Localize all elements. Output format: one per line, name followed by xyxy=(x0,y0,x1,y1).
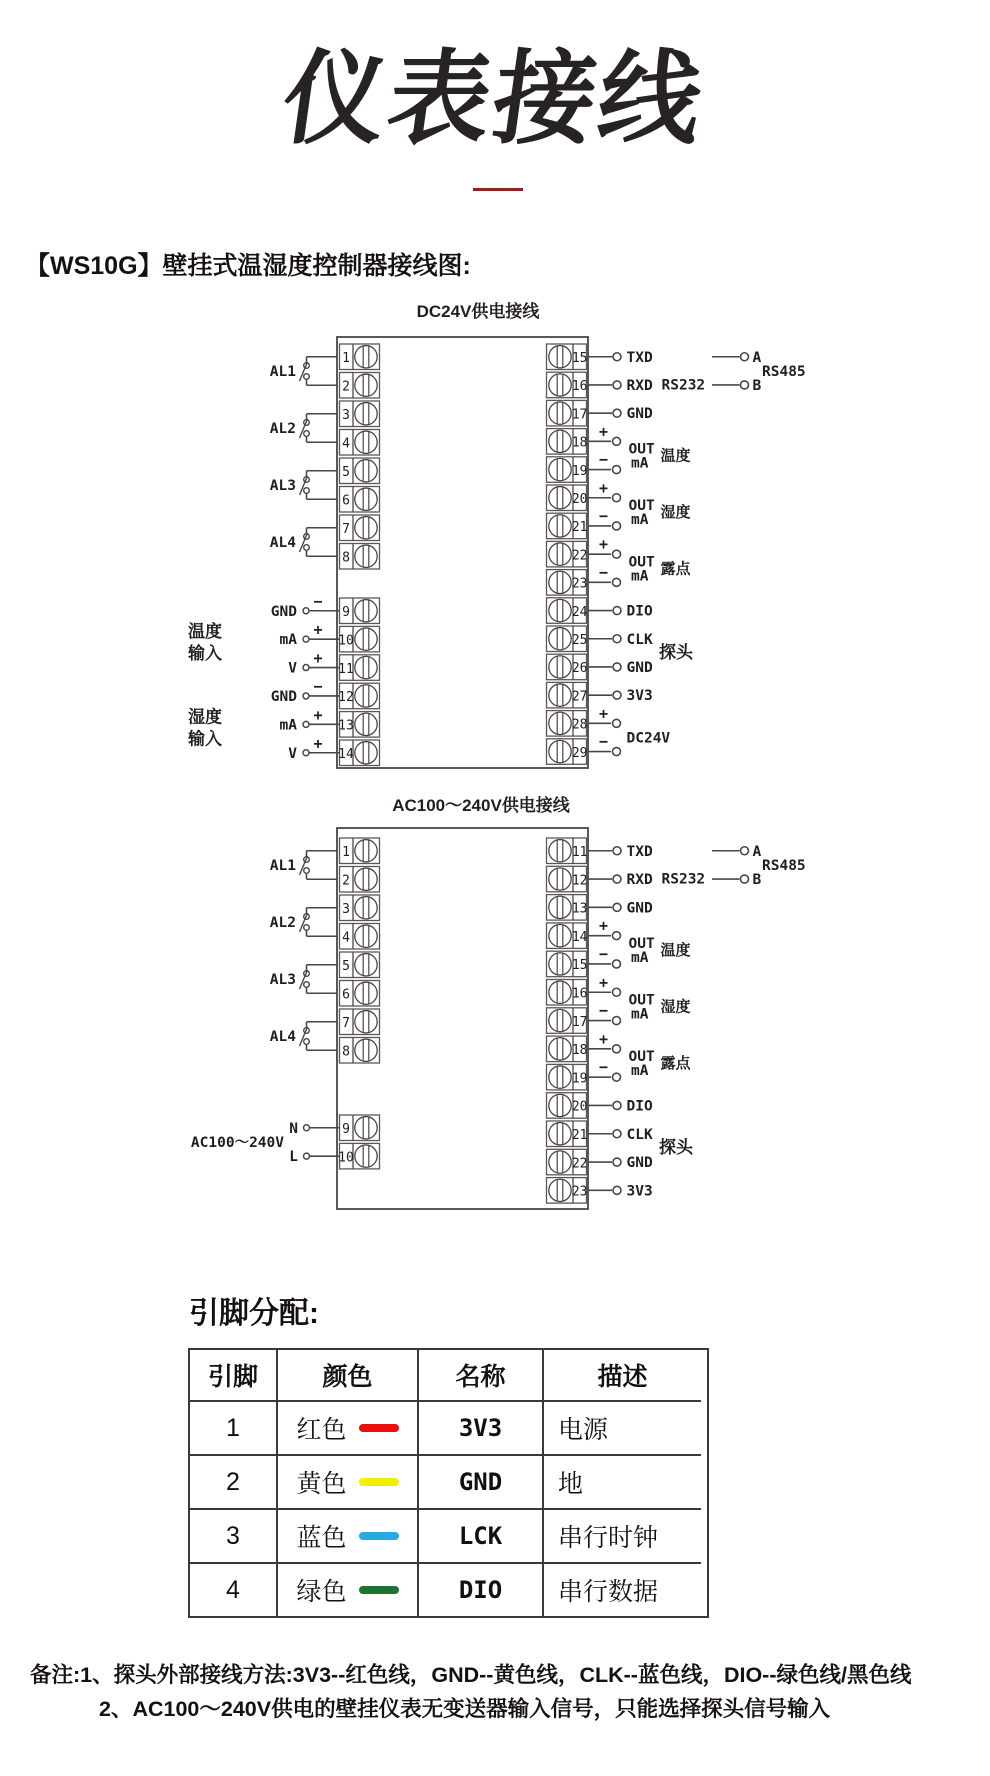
terminal-pin-13 xyxy=(547,895,588,921)
signal-name-cell: LCK xyxy=(419,1510,544,1564)
diagram-ac100-240v xyxy=(191,795,806,1209)
terminal-pin-6 xyxy=(340,981,380,1007)
color-swatch xyxy=(359,1532,399,1540)
svg-text:5: 5 xyxy=(342,959,350,974)
pin-number-cell: 4 xyxy=(190,1564,278,1616)
svg-text:15: 15 xyxy=(571,351,588,366)
input-row-10 xyxy=(280,621,380,652)
terminal-pin-19 xyxy=(547,457,588,483)
terminal-pin-3 xyxy=(340,895,380,921)
svg-text:22: 22 xyxy=(571,1156,588,1172)
input-group-label xyxy=(187,621,222,663)
terminal-pin-15 xyxy=(547,951,588,977)
svg-text:−: − xyxy=(313,677,323,696)
signal-desc-cell: 地 xyxy=(544,1456,701,1510)
terminal-pin-19 xyxy=(547,1064,588,1090)
svg-text:9: 9 xyxy=(342,1122,350,1137)
svg-text:16: 16 xyxy=(571,379,588,395)
probe-label: 探头 xyxy=(659,642,693,662)
svg-text:+: + xyxy=(598,973,609,992)
signal-TXD-pin-11 xyxy=(588,844,653,860)
input-row-14 xyxy=(288,734,379,765)
dc-supply-group xyxy=(588,704,670,755)
svg-text:AL1: AL1 xyxy=(269,858,296,874)
signal-name-cell: DIO xyxy=(419,1564,544,1616)
svg-text:GND: GND xyxy=(626,406,653,423)
svg-text:29: 29 xyxy=(571,745,588,761)
pin-assignment-table xyxy=(188,1348,709,1618)
svg-text:10: 10 xyxy=(338,1150,354,1166)
terminal-pin-24 xyxy=(547,598,588,624)
svg-text:RXD: RXD xyxy=(626,377,653,394)
svg-text:11: 11 xyxy=(338,661,354,677)
svg-text:10: 10 xyxy=(338,633,354,649)
svg-text:B: B xyxy=(752,872,762,889)
svg-text:+: + xyxy=(313,734,323,753)
svg-text:8: 8 xyxy=(342,1044,350,1060)
svg-text:mA: mA xyxy=(631,511,649,528)
svg-text:+: + xyxy=(598,1029,609,1048)
svg-text:28: 28 xyxy=(571,717,588,733)
terminal-pin-18 xyxy=(547,1036,588,1062)
svg-text:A: A xyxy=(752,349,762,366)
terminal-pin-13 xyxy=(338,712,379,738)
svg-text:11: 11 xyxy=(571,845,588,860)
wire-color-cell xyxy=(278,1564,419,1616)
terminal-pin-12 xyxy=(338,683,379,709)
svg-text:DIO: DIO xyxy=(626,603,653,620)
terminal-pin-21 xyxy=(547,513,588,539)
svg-text:输入: 输入 xyxy=(188,644,222,664)
pin-table-header-1: 颜色 xyxy=(278,1350,419,1402)
svg-text:湿度: 湿度 xyxy=(188,707,222,727)
input-group-label xyxy=(187,706,222,748)
probe-label: 探头 xyxy=(659,1137,693,1157)
svg-text:−: − xyxy=(598,450,609,469)
input-row-9 xyxy=(271,592,380,623)
signal-RXD-pin-16 xyxy=(588,378,653,394)
svg-text:16: 16 xyxy=(571,986,588,1002)
terminal-pin-18 xyxy=(547,429,588,455)
input-row-12 xyxy=(271,677,380,708)
svg-text:9: 9 xyxy=(342,605,350,620)
svg-text:3V3: 3V3 xyxy=(626,688,653,705)
pin-table-header-0: 引脚 xyxy=(190,1350,278,1402)
svg-text:OUT: OUT xyxy=(628,1049,655,1065)
svg-text:+: + xyxy=(598,422,609,441)
color-name: 黄色 xyxy=(296,1470,347,1498)
terminal-pin-10 xyxy=(338,626,379,652)
svg-text:A: A xyxy=(752,843,762,860)
terminal-pin-4 xyxy=(340,924,380,950)
terminal-pin-1 xyxy=(340,838,380,864)
color-swatch xyxy=(359,1478,399,1486)
svg-text:13: 13 xyxy=(571,901,588,917)
terminal-pin-21 xyxy=(547,1121,588,1147)
terminal-pin-7 xyxy=(340,1009,380,1035)
terminal-pin-28 xyxy=(547,711,588,737)
terminal-pin-2 xyxy=(340,373,380,399)
svg-text:27: 27 xyxy=(571,689,588,705)
signal-TXD-pin-15 xyxy=(588,350,653,366)
svg-text:3: 3 xyxy=(342,408,350,423)
power-row-L xyxy=(289,1143,379,1169)
svg-text:−: − xyxy=(598,1001,609,1020)
terminal-pin-4 xyxy=(340,430,380,456)
svg-text:22: 22 xyxy=(571,548,588,564)
svg-text:+: + xyxy=(598,535,609,554)
alarm-switch-AL4 xyxy=(270,1009,380,1063)
signal-DIO-pin-20 xyxy=(588,1098,653,1114)
svg-text:OUT: OUT xyxy=(628,935,655,952)
svg-text:露点: 露点 xyxy=(660,560,691,578)
terminal-pin-14 xyxy=(547,923,588,949)
svg-text:−: − xyxy=(598,506,609,525)
svg-text:17: 17 xyxy=(571,1014,588,1030)
terminal-pin-6 xyxy=(340,487,380,513)
svg-text:TXD: TXD xyxy=(626,349,653,366)
signal-desc-cell: 电源 xyxy=(544,1402,701,1456)
signal-desc-cell: 串行时钟 xyxy=(544,1510,701,1564)
svg-text:mA: mA xyxy=(631,568,649,585)
color-name: 红色 xyxy=(296,1416,347,1444)
terminal-pin-26 xyxy=(547,654,588,680)
terminal-pin-1 xyxy=(340,344,380,370)
svg-text:−: − xyxy=(598,732,609,751)
svg-text:−: − xyxy=(313,592,323,611)
pin-table-header-2: 名称 xyxy=(419,1350,544,1402)
svg-text:RS485: RS485 xyxy=(762,857,806,874)
svg-text:3: 3 xyxy=(342,902,350,917)
svg-text:露点: 露点 xyxy=(660,1055,691,1072)
svg-text:1: 1 xyxy=(342,351,350,366)
svg-text:湿度: 湿度 xyxy=(660,998,691,1016)
diagram-title: AC100～240V供电接线 xyxy=(392,796,570,815)
svg-text:OUT: OUT xyxy=(628,497,655,514)
svg-text:温度: 温度 xyxy=(660,447,691,465)
svg-text:温度: 温度 xyxy=(188,622,222,642)
terminal-pin-8 xyxy=(340,544,380,570)
svg-text:湿度: 湿度 xyxy=(660,503,691,521)
svg-text:V: V xyxy=(288,745,297,762)
terminal-pin-9 xyxy=(340,1115,380,1141)
svg-text:mA: mA xyxy=(631,1063,649,1079)
note-line-2: 2、AC100～240V供电的壁挂仪表无变送器输入信号，只能选择探头信号输入 xyxy=(99,1697,831,1721)
svg-text:21: 21 xyxy=(571,1128,588,1143)
alarm-switch-AL2 xyxy=(270,895,380,949)
svg-text:mA: mA xyxy=(631,949,649,966)
svg-text:OUT: OUT xyxy=(628,554,655,571)
svg-text:AL1: AL1 xyxy=(269,364,296,380)
page-title: 仪表接线 xyxy=(275,42,712,156)
terminal-pin-15 xyxy=(547,344,588,370)
svg-text:+: + xyxy=(598,916,609,935)
svg-text:GND: GND xyxy=(626,1155,653,1172)
input-row-11 xyxy=(288,649,379,680)
svg-text:12: 12 xyxy=(338,690,354,706)
svg-text:CLK: CLK xyxy=(626,631,653,648)
pin-table-header-3: 描述 xyxy=(544,1350,701,1402)
color-swatch xyxy=(359,1424,399,1432)
terminal-pin-16 xyxy=(547,980,588,1006)
svg-text:GND: GND xyxy=(270,688,297,705)
svg-text:GND: GND xyxy=(270,603,297,620)
svg-text:+: + xyxy=(313,620,323,639)
wire-color-cell xyxy=(278,1510,419,1564)
note-line-1: 备注:1、探头外部接线方法:3V3--红色线，GND--黄色线，CLK--蓝色线，DIO--绿色线/黑色线 xyxy=(30,1663,912,1687)
rs485-group xyxy=(712,350,806,394)
out-group-露点 xyxy=(588,1030,692,1081)
terminal-pin-22 xyxy=(547,1149,588,1175)
svg-text:AL4: AL4 xyxy=(269,535,296,551)
signal-3V3-pin-27 xyxy=(588,688,653,704)
terminal-pin-17 xyxy=(547,1008,588,1034)
svg-text:24: 24 xyxy=(571,604,588,620)
svg-text:6: 6 xyxy=(342,987,350,1003)
color-name: 蓝色 xyxy=(296,1524,347,1552)
svg-text:温度: 温度 xyxy=(660,941,691,959)
svg-text:输入: 输入 xyxy=(188,729,222,749)
alarm-switch-AL2 xyxy=(270,401,380,455)
svg-text:−: − xyxy=(598,1058,609,1077)
signal-3V3-pin-23 xyxy=(588,1183,653,1199)
svg-text:20: 20 xyxy=(571,492,588,507)
terminal-pin-23 xyxy=(547,1178,588,1204)
terminal-pin-20 xyxy=(547,1093,588,1119)
color-name: 绿色 xyxy=(296,1578,347,1606)
out-group-温度 xyxy=(588,917,691,968)
svg-text:15: 15 xyxy=(571,958,588,974)
svg-text:TXD: TXD xyxy=(626,843,653,860)
signal-CLK-pin-25 xyxy=(588,632,653,648)
svg-text:12: 12 xyxy=(571,873,588,889)
svg-text:18: 18 xyxy=(571,435,588,451)
mains-voltage-label: AC100～240V xyxy=(190,1134,284,1151)
svg-text:1: 1 xyxy=(342,845,350,860)
pin-number-cell: 2 xyxy=(190,1456,278,1510)
svg-text:8: 8 xyxy=(342,550,350,566)
signal-GND-pin-26 xyxy=(588,660,653,676)
terminal-pin-16 xyxy=(547,372,588,398)
wire-color-cell xyxy=(278,1402,419,1456)
svg-text:23: 23 xyxy=(571,1184,588,1200)
terminal-pin-9 xyxy=(340,598,380,624)
power-row-N xyxy=(289,1115,379,1141)
rs485-group xyxy=(712,844,806,888)
alarm-switch-AL3 xyxy=(270,952,380,1006)
out-group-温度 xyxy=(588,422,691,473)
alarm-switch-AL1 xyxy=(270,344,380,398)
signal-GND-pin-13 xyxy=(588,900,653,916)
terminal-pin-23 xyxy=(547,570,588,596)
svg-text:AL2: AL2 xyxy=(269,915,296,931)
svg-text:21: 21 xyxy=(571,520,588,536)
svg-text:L: L xyxy=(289,1149,298,1166)
terminal-pin-12 xyxy=(547,866,588,892)
svg-text:AL3: AL3 xyxy=(269,478,296,494)
svg-text:5: 5 xyxy=(342,465,350,480)
alarm-switch-AL4 xyxy=(270,515,380,569)
svg-text:CLK: CLK xyxy=(626,1126,653,1143)
svg-text:7: 7 xyxy=(342,1016,350,1031)
terminal-pin-5 xyxy=(340,458,380,484)
svg-text:−: − xyxy=(598,563,609,582)
svg-text:3V3: 3V3 xyxy=(626,1183,653,1200)
svg-text:OUT: OUT xyxy=(628,441,655,458)
svg-text:19: 19 xyxy=(571,463,588,479)
svg-text:mA: mA xyxy=(279,632,297,649)
rs232-label: RS232 xyxy=(661,377,706,394)
signal-GND-pin-22 xyxy=(588,1155,653,1171)
terminal-pin-11 xyxy=(547,838,588,864)
terminal-pin-27 xyxy=(547,682,588,708)
svg-text:GND: GND xyxy=(626,900,653,917)
diagram-title: DC24V供电接线 xyxy=(416,302,540,321)
svg-text:DC24V: DC24V xyxy=(626,730,671,747)
terminal-pin-29 xyxy=(547,739,588,765)
svg-text:+: + xyxy=(313,705,323,724)
svg-text:RS485: RS485 xyxy=(762,363,806,380)
pin-number-cell: 3 xyxy=(190,1510,278,1564)
terminal-pin-17 xyxy=(547,400,588,426)
signal-name-cell: 3V3 xyxy=(419,1402,544,1456)
svg-text:−: − xyxy=(598,944,609,963)
terminal-pin-22 xyxy=(547,541,588,567)
alarm-switch-AL3 xyxy=(270,458,380,512)
svg-text:2: 2 xyxy=(342,873,350,889)
svg-text:B: B xyxy=(752,377,762,394)
svg-text:V: V xyxy=(288,660,297,677)
color-swatch xyxy=(359,1586,399,1594)
svg-text:17: 17 xyxy=(571,407,588,423)
signal-RXD-pin-12 xyxy=(588,872,653,888)
diagram-caption: 【WS10G】壁挂式温湿度控制器接线图: xyxy=(25,252,471,280)
terminal-pin-11 xyxy=(338,655,379,681)
svg-text:20: 20 xyxy=(571,1099,588,1115)
svg-text:mA: mA xyxy=(631,455,649,472)
terminal-pin-7 xyxy=(340,515,380,541)
alarm-switch-AL1 xyxy=(270,838,380,892)
terminal-pin-3 xyxy=(340,401,380,427)
svg-text:7: 7 xyxy=(342,522,350,537)
svg-text:14: 14 xyxy=(338,747,354,762)
svg-text:AL3: AL3 xyxy=(269,972,296,988)
input-row-13 xyxy=(280,706,380,737)
pin-number-cell: 1 xyxy=(190,1402,278,1456)
terminal-pin-25 xyxy=(547,626,588,652)
terminal-pin-20 xyxy=(547,485,588,511)
wire-color-cell xyxy=(278,1456,419,1510)
svg-text:4: 4 xyxy=(342,436,350,452)
out-group-湿度 xyxy=(588,479,691,530)
svg-text:4: 4 xyxy=(342,930,350,946)
svg-text:18: 18 xyxy=(571,1043,588,1059)
svg-text:19: 19 xyxy=(571,1071,588,1087)
signal-CLK-pin-21 xyxy=(588,1127,653,1143)
svg-text:OUT: OUT xyxy=(628,992,655,1009)
svg-text:GND: GND xyxy=(626,659,653,676)
out-group-露点 xyxy=(588,535,692,586)
terminal-pin-8 xyxy=(340,1038,380,1064)
svg-text:14: 14 xyxy=(571,929,588,945)
diagram-dc24v xyxy=(187,301,806,768)
svg-text:RXD: RXD xyxy=(626,872,653,889)
svg-text:AL4: AL4 xyxy=(269,1029,296,1045)
terminal-pin-2 xyxy=(340,867,380,893)
pin-table-title: 引脚分配: xyxy=(189,1297,319,1330)
svg-text:2: 2 xyxy=(342,379,350,395)
svg-text:6: 6 xyxy=(342,493,350,509)
svg-text:DIO: DIO xyxy=(626,1098,653,1115)
svg-text:26: 26 xyxy=(571,661,588,677)
svg-text:23: 23 xyxy=(571,576,588,592)
svg-text:13: 13 xyxy=(338,718,354,734)
signal-DIO-pin-24 xyxy=(588,604,653,620)
terminal-pin-5 xyxy=(340,952,380,978)
rs232-label: RS232 xyxy=(661,871,706,888)
signal-name-cell: GND xyxy=(419,1456,544,1510)
terminal-pin-14 xyxy=(338,740,379,766)
svg-text:mA: mA xyxy=(631,1006,649,1023)
svg-text:N: N xyxy=(289,1120,298,1137)
svg-text:AL2: AL2 xyxy=(269,421,296,437)
svg-text:25: 25 xyxy=(571,633,588,648)
terminal-pin-10 xyxy=(338,1143,379,1169)
svg-text:+: + xyxy=(313,649,323,668)
svg-text:+: + xyxy=(598,478,609,497)
signal-GND-pin-17 xyxy=(588,406,653,422)
out-group-湿度 xyxy=(588,973,691,1024)
signal-desc-cell: 串行数据 xyxy=(558,1578,659,1606)
svg-text:+: + xyxy=(598,704,609,723)
svg-text:mA: mA xyxy=(279,717,297,734)
